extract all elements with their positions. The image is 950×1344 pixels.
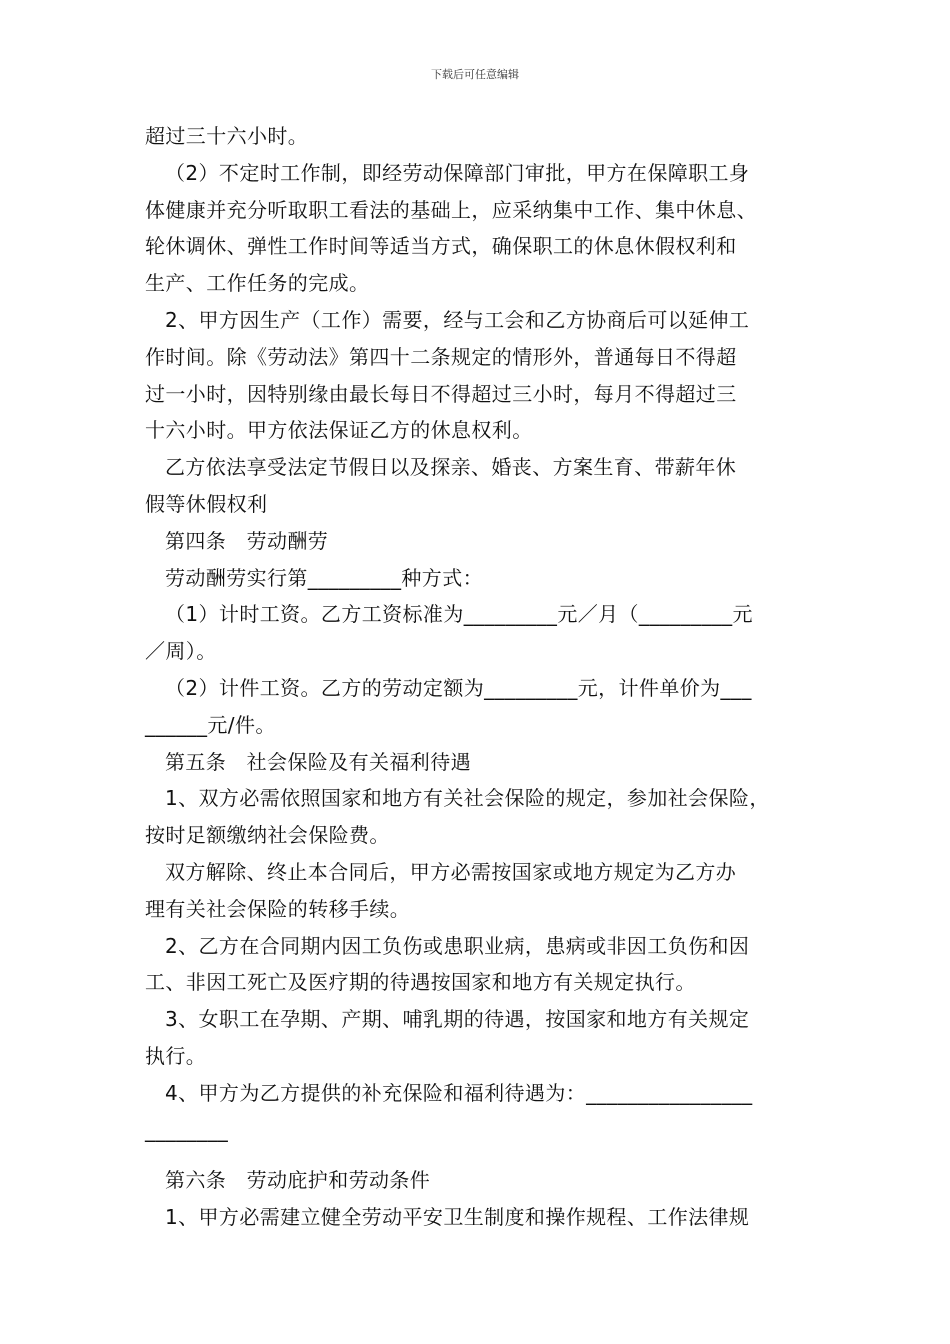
text-line: 1、甲方必需建立健全劳动平安卫生制度和操作规程、工作法律规	[165, 1205, 750, 1230]
section-heading: 第六条 劳动庇护和劳动条件	[165, 1168, 431, 1193]
text-line: 生产、工作任务的完成。	[145, 271, 370, 296]
text-line: 乙方依法享受法定节假日以及探亲、婚丧、方案生育、带薪年休	[165, 455, 737, 480]
text-line: ______元/件。	[145, 712, 276, 737]
text-line: 轮休调休、弹性工作时间等适当方式，确保职工的休息休假权利和	[145, 234, 737, 259]
text-line: 体健康并充分听取职工看法的基础上，应采纳集中工作、集中休息、	[145, 197, 757, 222]
text-line: 理有关社会保险的转移手续。	[145, 896, 411, 921]
text-line: 假等休假权利	[145, 491, 268, 516]
text-line: ________	[145, 1117, 229, 1142]
text-line: 执行。	[145, 1043, 207, 1068]
text-line: 1、双方必需依照国家和地方有关社会保险的规定，参加社会保险，	[165, 786, 770, 811]
page-header: 下载后可任意编辑	[431, 68, 519, 81]
text-line: 按时足额缴纳社会保险费。	[145, 823, 390, 848]
text-line: 过一小时，因特别缘由最长每日不得超过三小时，每月不得超过三	[145, 381, 737, 406]
text-line: 4、甲方为乙方提供的补充保险和福利待遇为：________________	[165, 1080, 753, 1105]
text-line: （2）不定时工作制，即经劳动保障部门审批，甲方在保障职工身	[165, 160, 750, 185]
text-line: 3、女职工在孕期、产期、哺乳期的待遇，按国家和地方有关规定	[165, 1007, 750, 1032]
text-line: 劳动酬劳实行第_________种方式：	[165, 565, 483, 590]
text-line: 2、甲方因生产（工作）需要，经与工会和乙方协商后可以延伸工	[165, 307, 750, 332]
spacer	[145, 1148, 810, 1162]
text-line: 双方解除、终止本合同后，甲方必需按国家或地方规定为乙方办	[165, 859, 737, 884]
text-line: 十六小时。甲方依法保证乙方的休息权利。	[145, 418, 533, 443]
text-line: ／周）。	[145, 639, 217, 664]
text-line: 超过三十六小时。	[145, 124, 309, 148]
text-line: 作时间。除《劳动法》第四十二条规定的情形外，普通每日不得超	[145, 344, 737, 369]
text-line: （1）计时工资。乙方工资标准为_________元／月（_________元	[165, 602, 753, 627]
text-line: 2、乙方在合同期内因工负伤或患职业病，患病或非因工负伤和因	[165, 933, 750, 958]
text-line: 工、非因工死亡及医疗期的待遇按国家和地方有关规定执行。	[145, 970, 696, 995]
section-heading: 第四条 劳动酬劳	[165, 528, 329, 553]
text-line: （2）计件工资。乙方的劳动定额为_________元，计件单价为___	[165, 675, 752, 700]
section-heading: 第五条 社会保险及有关福利待遇	[165, 749, 471, 774]
document-body	[145, 118, 810, 1236]
